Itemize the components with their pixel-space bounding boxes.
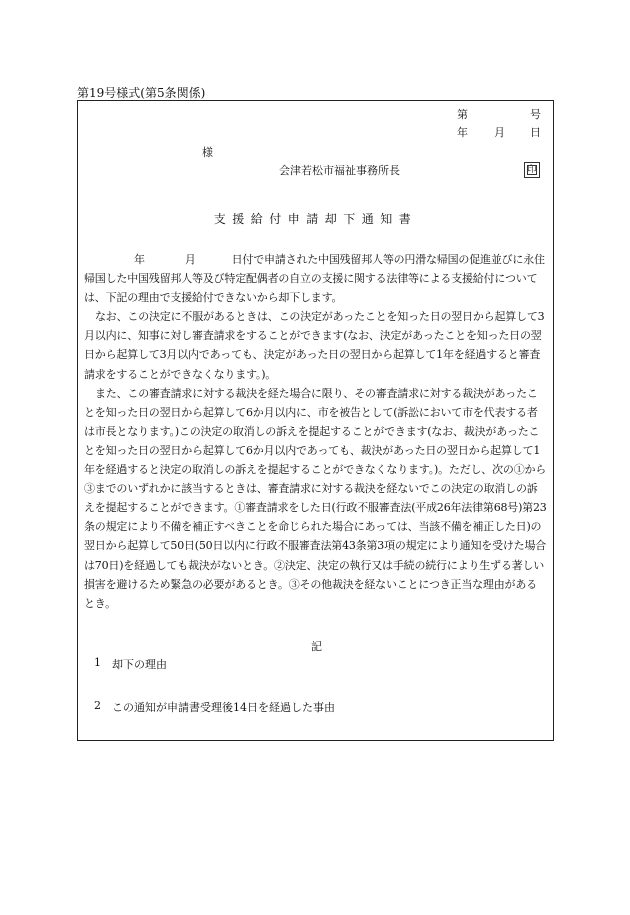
paragraph-1-text: 日付で申請された中国残留邦人等の円滑な帰国の促進並びに永住帰国した中国残留邦人等及び特定配偶者の自立の支援に関する法律等による支援給付については、下記の理由で支援給付できないから却下します。 <box>84 253 545 305</box>
notes-heading: 記 <box>311 640 322 653</box>
addressee-suffix: 様 <box>202 146 213 159</box>
item-1-number: 1 <box>94 656 101 669</box>
item-2-label: この通知が申請書受理後14日を経過した事由 <box>112 701 335 714</box>
date-month-label: 月 <box>184 253 196 266</box>
paragraph-1 <box>84 250 547 307</box>
number-prefix: 第 <box>457 108 468 121</box>
paragraph-2: なお、この決定に不服があるときは、この決定があったことを知った日の翌日から起算して3月以内に、知事に対し審査請求をすることができます(なお、決定があったことを知った日の翌日から起算して3月以内であっても、決定があった日の翌日から起算して1年を経過すると審査請求をすることができなくなります。)。 <box>84 310 545 381</box>
date-month: 月 <box>494 126 505 139</box>
number-suffix: 号 <box>530 108 541 121</box>
form-label: 第19号様式(第5条関係) <box>77 86 206 100</box>
date-day: 日 <box>530 126 541 139</box>
item-1-label: 却下の理由 <box>112 658 167 671</box>
paragraph-3: また、この審査請求に対する裁決を経た場合に限り、その審査請求に対する裁決があったことを知った日の翌日から起算して6か月以内に、市を被告として(訴訟において市を代表する者は市長となります。)この決定の取消しの訴えを提起することができます(なお、裁決があったことを知った日の翌日から起算して6か月以内であっても、裁決があった日の翌日から起算して1年を経過すると決定の取消しの訴えを提起することができなくなります。)。ただし、次の①から③までのいずれかに該当するときは、審査請求に対する裁決を経ないでこの決定の取消しの訴えを提起することができます。①審査請求をした日(行政不服審査法(平成26年法律第68号)第23条の規定により不備を補正すべきことを命じられた場合にあっては、当該不備を補正した日)の翌日から起算して50日(50日以内に行政不服審査法第43条第3項の規定により通知を受けた場合は70日)を経過しても裁決がないとき。②決定、決定の執行又は手続の続行により生ずる著しい損害を避けるため緊急の必要があるとき。③その他裁決を経ないことにつき正当な理由があるとき。 <box>84 386 547 610</box>
notice-title: 支援給付申請却下通知書 <box>213 212 418 226</box>
item-2-number: 2 <box>94 699 101 712</box>
seal-mark: 印 <box>524 162 540 178</box>
date-year: 年 <box>457 126 468 139</box>
notice-body <box>84 250 547 613</box>
date-year-label: 年 <box>134 253 145 266</box>
issuer-name: 会津若松市福祉事務所長 <box>279 164 400 177</box>
notice-frame <box>77 100 554 741</box>
